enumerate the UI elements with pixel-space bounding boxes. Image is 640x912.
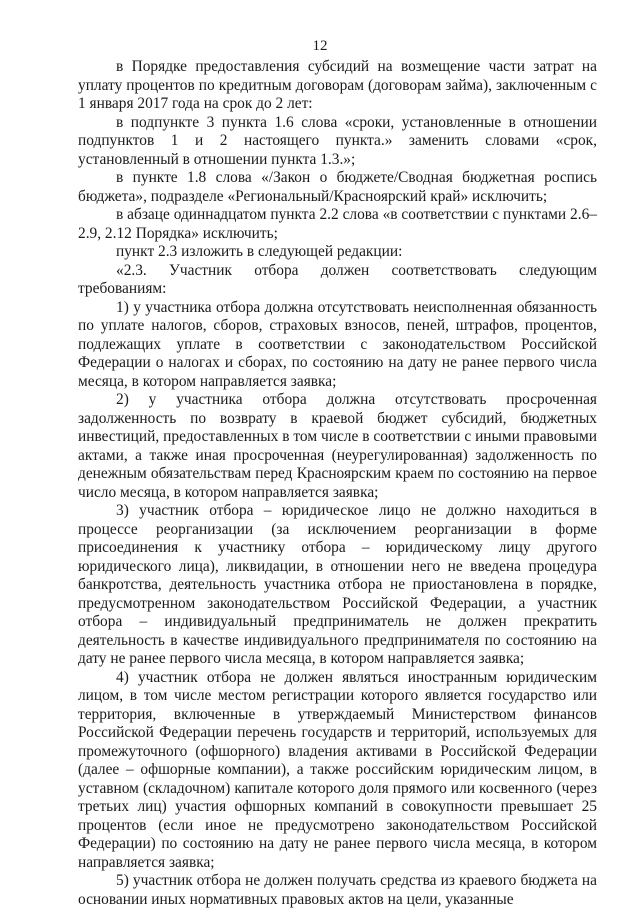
paragraph: в подпункте 3 пункта 1.6 слова «сроки, установленные в отношении подпунктов 1 и 2 настоящего пункта.» заменить словами «срок, установленный в отношении пункта 1.3.»; [78,113,597,168]
paragraph: в абзаце одиннадцатом пункта 2.2 слова «в соответствии с пунктами 2.6–2.9, 2.12 Порядка» исключить; [78,206,597,242]
document-body [78,58,597,909]
paragraph: 4) участник отбора не должен являться иностранным юридическим лицом, в том числе местом регистрации которого является государство или территория, включенные в утверждаемый Министерством финансов Российской Федерации перечень государств и территорий, используемых для промежуточного (офшорного) владения активами в Российской Федерации (далее – офшорные компании), а также российским юридическим лицом, в уставном (складочном) капитале которого доля прямого или косвенного (через третьих лиц) участия офшорных компаний в совокупности превышает 25 процентов (если иное не предусмотрено законодательством Российской Федерации) по состоянию на дату не ранее первого числа месяца, в котором направляется заявка; [78,668,597,871]
paragraph: в Порядке предоставления субсидий на возмещение части затрат на уплату процентов по кредитным договорам (договорам займа), заключенным с 1 января 2017 года на срок до 2 лет: [78,58,597,112]
paragraph: 1) у участника отбора должна отсутствовать неисполненная обязанность по уплате налогов, сборов, страховых взносов, пеней, штрафов, процентов, подлежащих уплате в соответствии с законодательством Российской Федерации о налогах и сборах, по состоянию на дату не ранее первого числа месяца, в котором направляется заявка; [78,298,597,390]
paragraph: в пункте 1.8 слова «/Закон о бюджете/Сводная бюджетная роспись бюджета», подразделе «Региональный/Красноярский край» исключить; [78,169,597,205]
paragraph: 3) участник отбора – юридическое лицо не должно находиться в процессе реорганизации (за исключением реорганизации в форме присоединения к участнику отбора – юридическому лицу другого юридического лица), ликвидации, в отношении него не введена процедура банкротства, деятельность участника отбора не приостановлена в порядке, предусмотренном законодательством Российской Федерации, а участник отбора – индивидуальный предприниматель не должен прекратить деятельность в качестве индивидуального предпринимателя по состоянию на дату не ранее первого числа месяца, в котором направляется заявка; [78,502,597,667]
page-number: 12 [312,38,328,54]
paragraph: «2.3. Участник отбора должен соответствовать следующим требованиям: [78,261,597,297]
paragraph: 5) участник отбора не должен получать средства из краевого бюджета на основании иных нормативных правовых актов на цели, указанные [78,872,597,908]
paragraph: 2) у участника отбора должна отсутствовать просроченная задолженность по возврату в краевой бюджет субсидий, бюджетных инвестиций, предоставленных в том числе в соответствии с иными правовыми актами, а также иная просроченная (неурегулированная) задолженность по денежным обязательствам перед Красноярским краем по состоянию на первое число месяца, в котором направляется заявка; [78,391,597,501]
paragraph: пункт 2.3 изложить в следующей редакции: [116,243,403,260]
